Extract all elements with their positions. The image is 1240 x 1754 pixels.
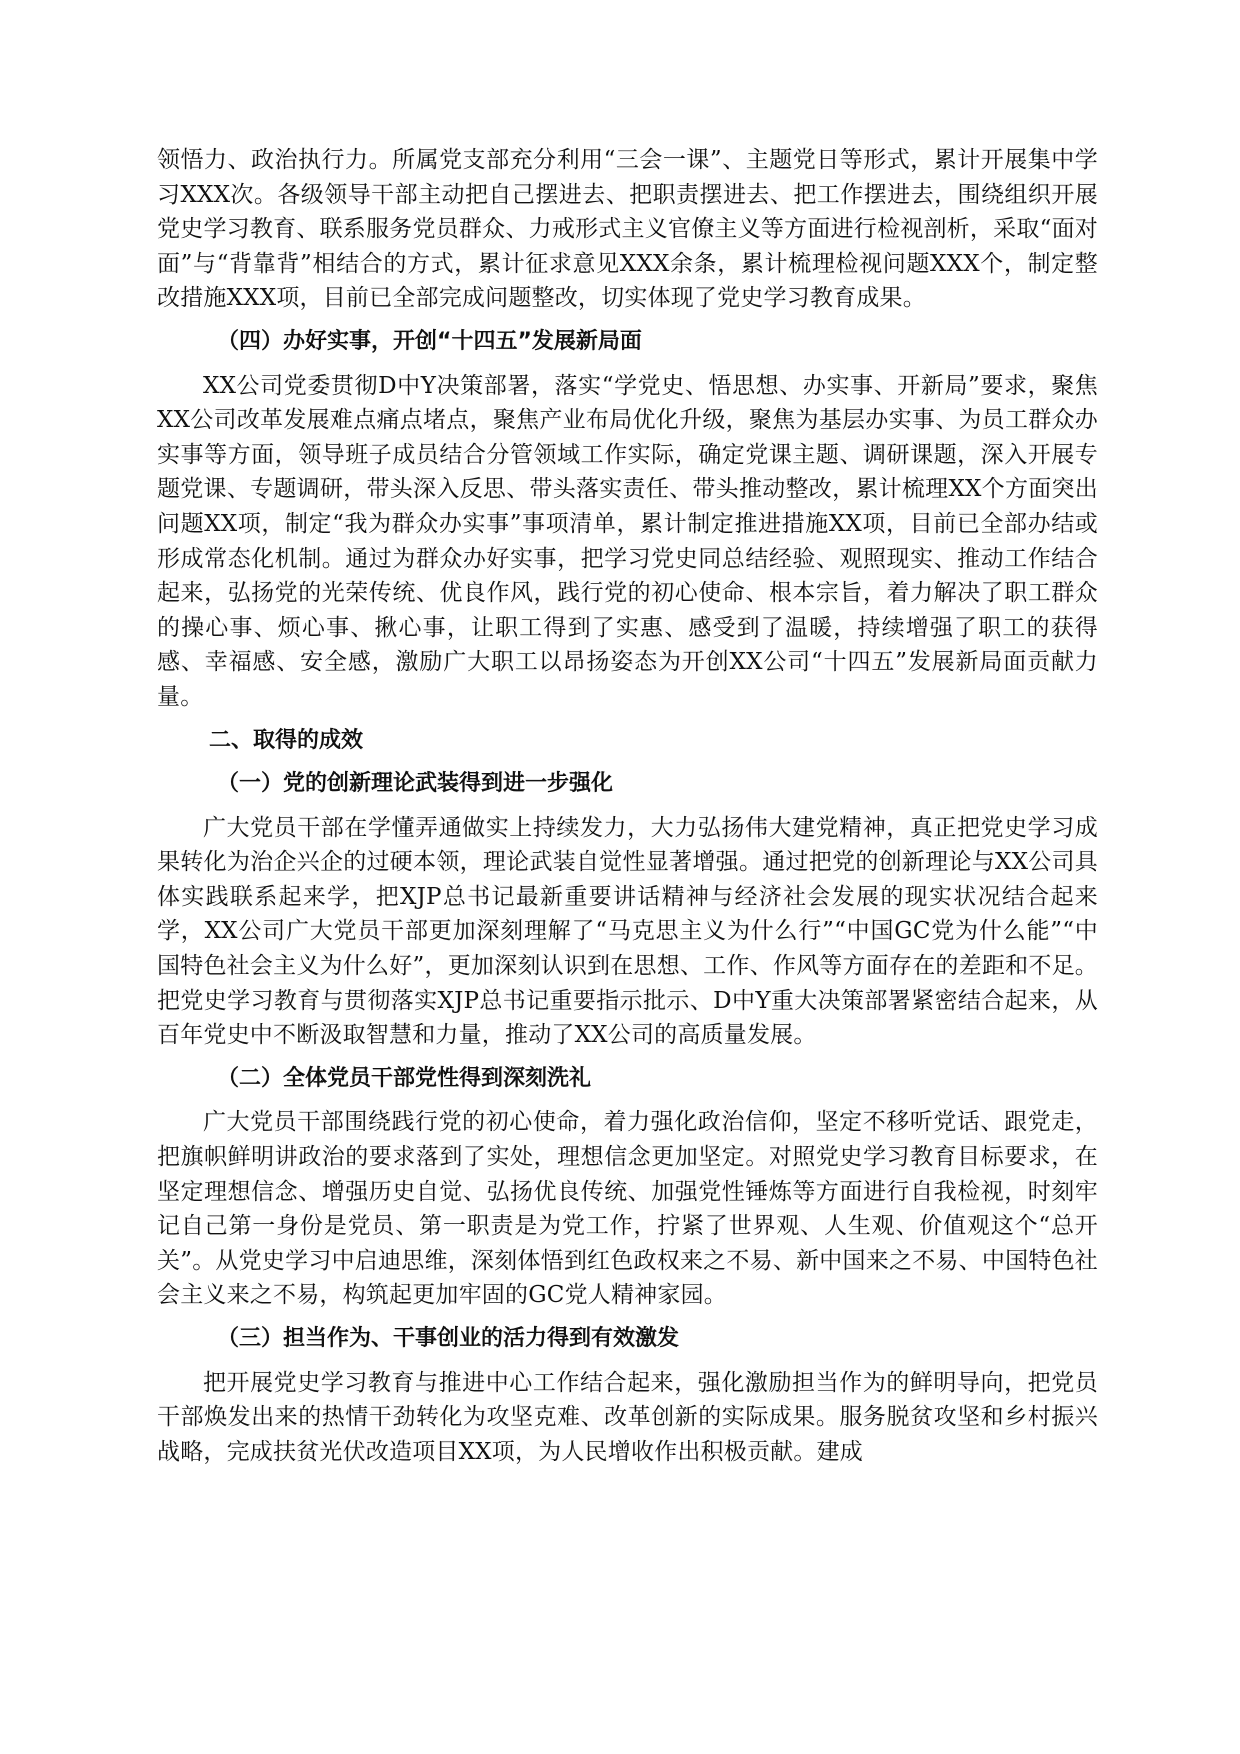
section-heading-three: （三）担当作为、干事创业的活力得到有效激发 xyxy=(217,1326,680,1351)
chapter-heading-achievements: 二、取得的成效 xyxy=(209,727,364,753)
paragraph-intro: 领悟力、政治执行力。所属党支部充分利用“三会一课”、主题党日等形式，累计开展集中学习XXX次。各级领导干部主动把自己摆进去、把职责摆进去、把工作摆进去，围绕组织开展党史学习教育、联系服务党员群众、力戒形式主义官僚主义等方面进行检视剖析，采取“面对面”与“背靠背”相结合的方式，累计征求意见XXX余条，累计梳理检视问题XXX个，制定整改措施XXX项，目前已全部完成问题整改，切实体现了党史学习教育成果。 xyxy=(157,147,1098,312)
section-heading-four: （四）办好实事，开创“十四五”发展新局面 xyxy=(217,328,642,354)
paragraph-four: XX公司党委贯彻D中Y决策部署，落实“学党史、悟思想、办实事、开新局”要求，聚焦XX公司改革发展难点痛点堵点，聚焦产业布局优化升级，聚焦为基层办实事、为员工群众办实事等方面，领导班子成员结合分管领域工作实际，确定党课主题、调研课题，深入开展专题党课、专题调研，带头深入反思、带头落实责任、带头推动整改，累计梳理XX个方面突出问题XX项，制定“我为群众办实事”事项清单，累计制定推进措施XX项，目前已全部办结或形成常态化机制。通过为群众办好实事，把学习党史同总结经验、观照现实、推动工作结合起来，弘扬党的光荣传统、优良作风，践行党的初心使命、根本宗旨，着力解决了职工群众的操心事、烦心事、揪心事，让职工得到了实惠、感受到了温暖，持续增强了职工的获得感、幸福感、安全感，激励广大职工以昂扬姿态为开创XX公司“十四五”发展新局面贡献力量。 xyxy=(157,372,1098,710)
section-heading-two: （二）全体党员干部党性得到深刻洗礼 xyxy=(217,1065,592,1091)
paragraph-three: 把开展党史学习教育与推进中心工作结合起来，强化激励担当作为的鲜明导向，把党员干部焕发出来的热情干劲转化为攻坚克难、改革创新的实际成果。服务脱贫攻坚和乡村振兴战略，完成扶贫光伏改造项目XX项，为人民增收作出积极贡献。建成 xyxy=(157,1369,1098,1465)
paragraph-one: 广大党员干部在学懂弄通做实上持续发力，大力弘扬伟大建党精神，真正把党史学习成果转化为治企兴企的过硬本领，理论武装自觉性显著增强。通过把党的创新理论与XX公司具体实践联系起来学，把XJP总书记最新重要讲话精神与经济社会发展的现实状况结合起来学，XX公司广大党员干部更加深刻理解了“马克思主义为什么行”“中国GC党为什么能”“中国特色社会主义为什么好”，更加深刻认识到在思想、工作、作风等方面存在的差距和不足。把党史学习教育与贯彻落实XJP总书记重要指示批示、D中Y重大决策部署紧密结合起来，从百年党史中不断汲取智慧和力量，推动了XX公司的高质量发展。 xyxy=(157,814,1098,1049)
section-heading-one: （一）党的创新理论武装得到进一步强化 xyxy=(217,771,614,797)
document-page xyxy=(157,143,1098,1478)
paragraph-two: 广大党员干部围绕践行党的初心使命，着力强化政治信仰，坚定不移听党话、跟党走，把旗帜鲜明讲政治的要求落到了实处，理想信念更加坚定。对照党史学习教育目标要求，在坚定理想信念、增强历史自觉、弘扬优良传统、加强党性锤炼等方面进行自我检视，时刻牢记自己第一身份是党员、第一职责是为党工作，拧紧了世界观、人生观、价值观这个“总开关”。从党史学习中启迪思维，深刻体悟到红色政权来之不易、新中国来之不易、中国特色社会主义来之不易，构筑起更加牢固的GC党人精神家园。 xyxy=(157,1109,1098,1309)
